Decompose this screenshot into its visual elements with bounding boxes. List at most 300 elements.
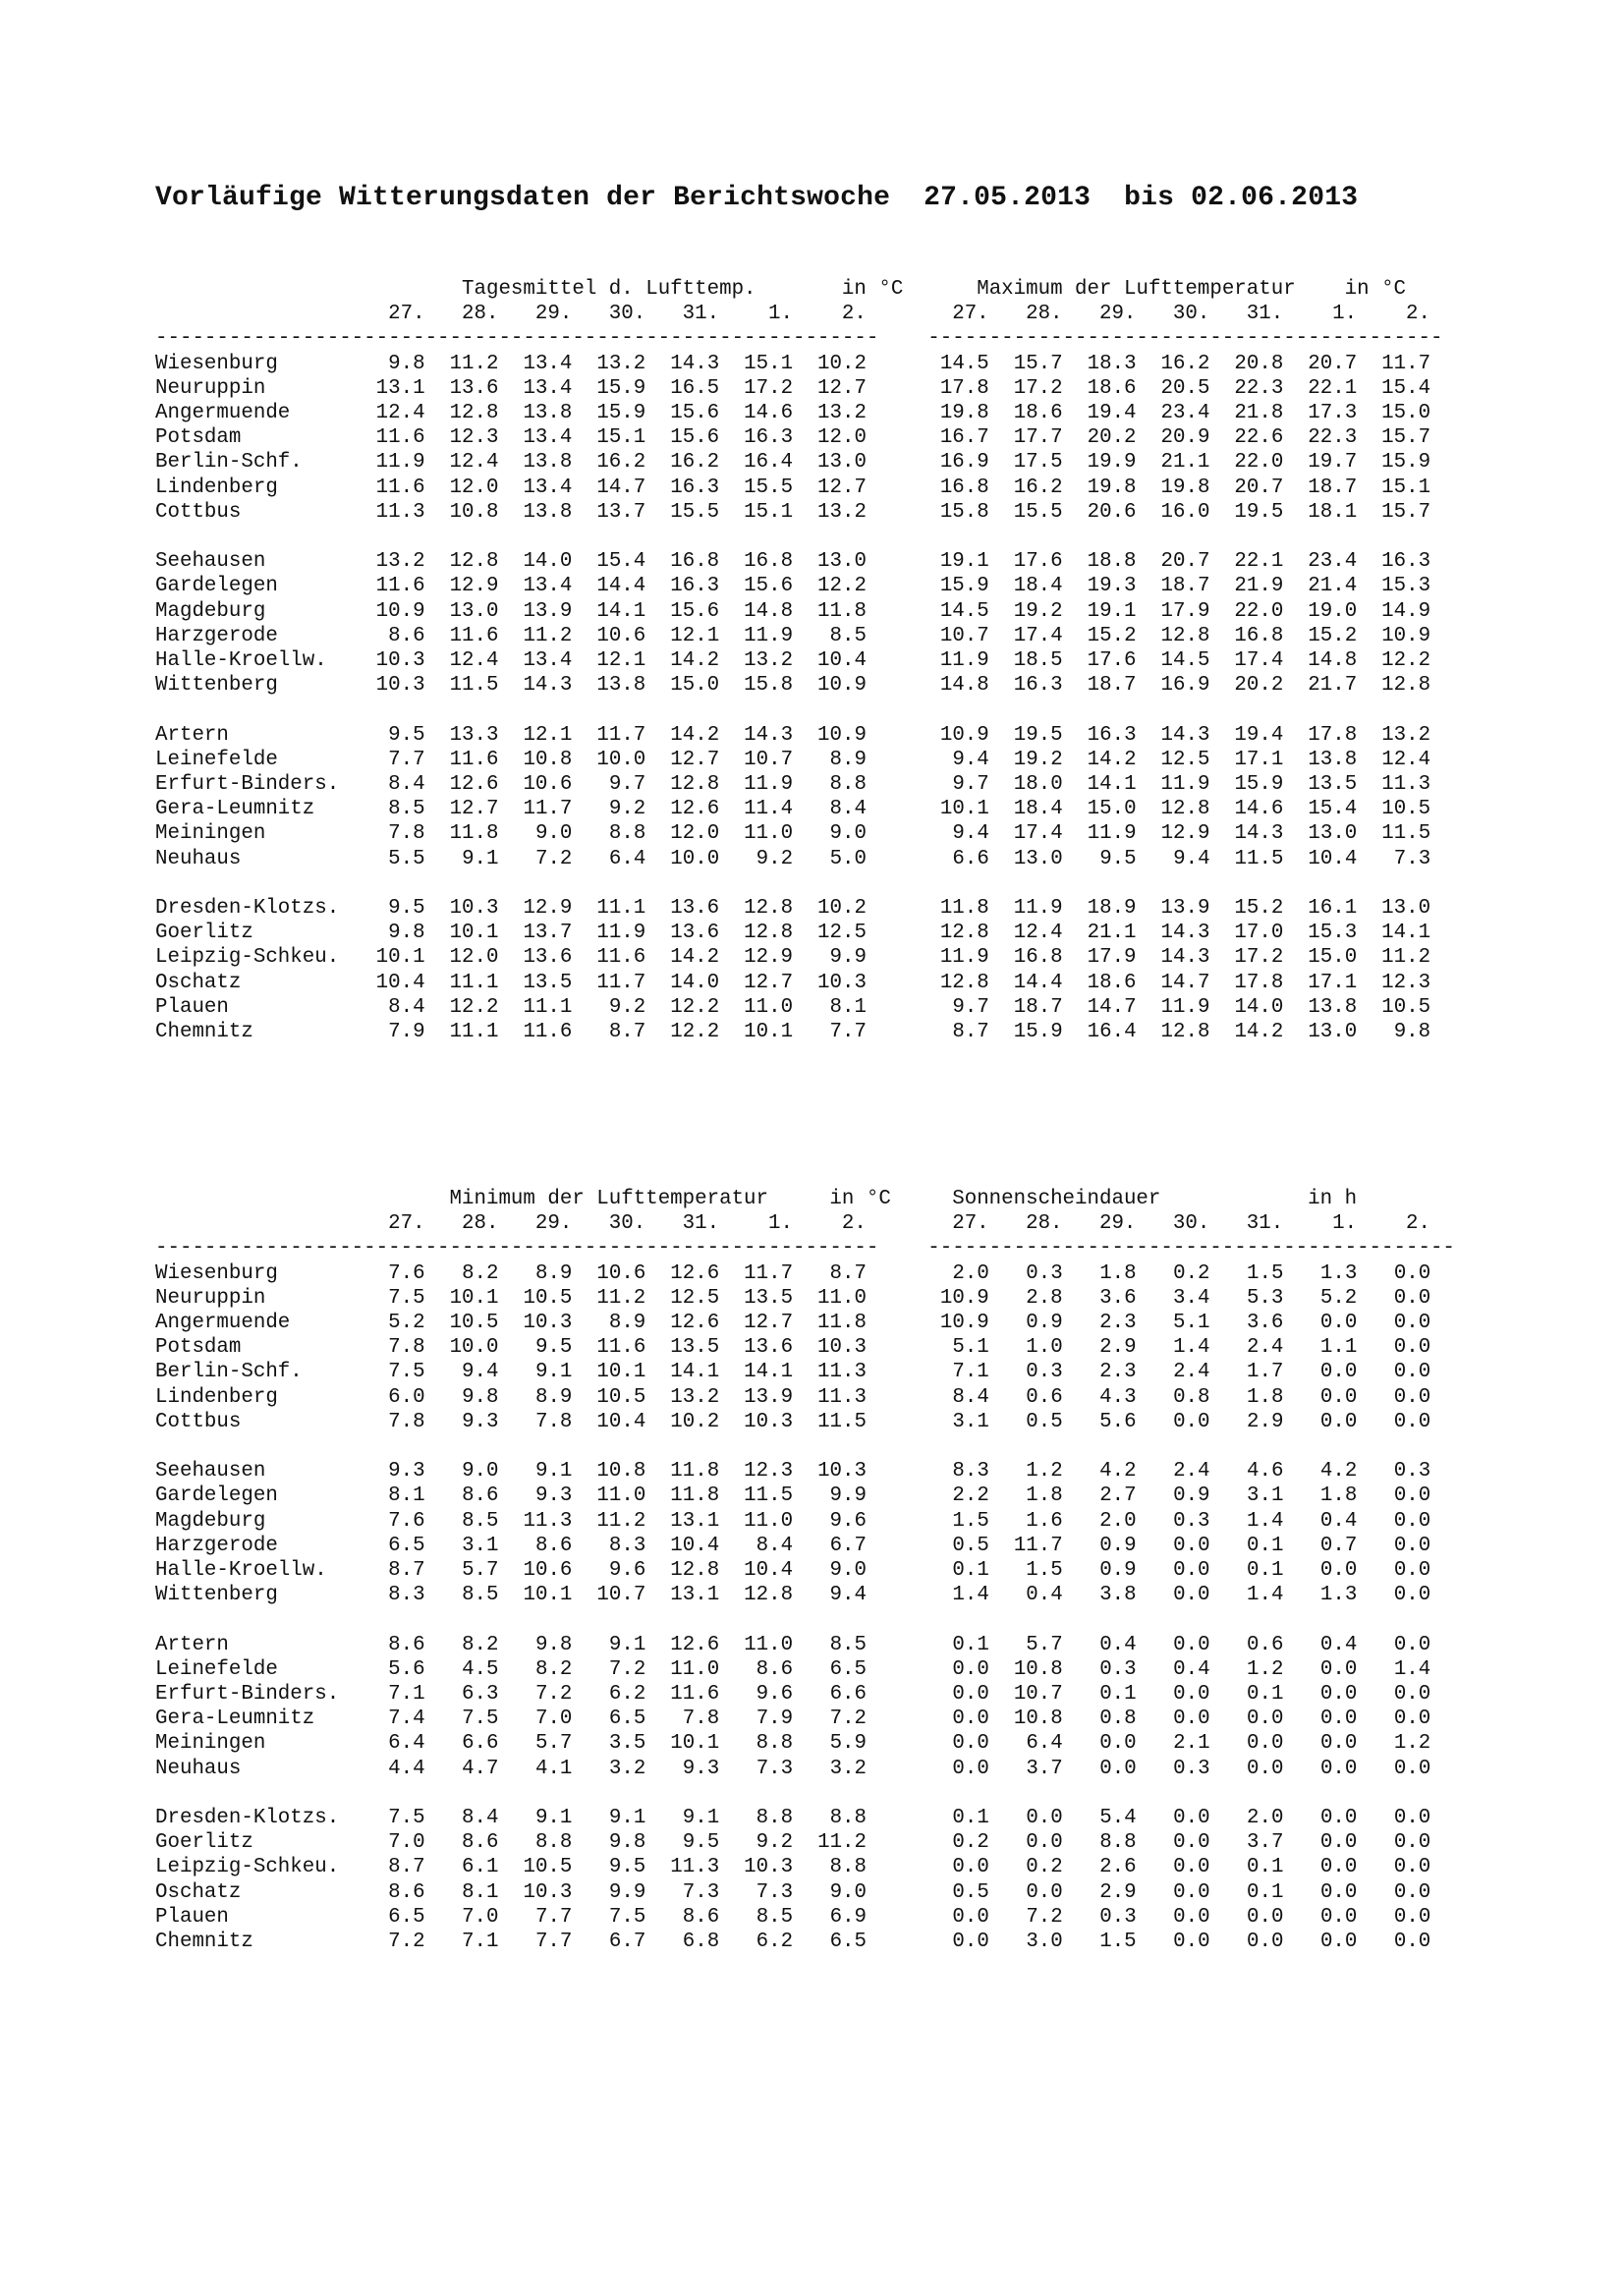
value-cell: 0.0 xyxy=(1393,1534,1431,1557)
value-cell: 10.4 xyxy=(817,649,867,673)
value-cell: 12.7 xyxy=(744,1312,794,1335)
value-cell: 1.5 xyxy=(1026,1559,1063,1583)
value-cell: 12.8 xyxy=(744,897,794,921)
value-cell: 16.4 xyxy=(1087,1021,1137,1044)
value-cell: 0.9 xyxy=(1099,1559,1137,1583)
value-cell: 0.5 xyxy=(952,1880,989,1904)
value-cell: 20.5 xyxy=(1160,376,1210,400)
value-cell: 11.1 xyxy=(596,897,646,921)
value-cell: 7.7 xyxy=(534,1931,573,1954)
value-cell: 14.6 xyxy=(744,402,794,425)
value-cell: 20.2 xyxy=(1234,674,1284,698)
value-cell: 5.4 xyxy=(1099,1807,1137,1830)
value-cell: 2.4 xyxy=(1173,1460,1210,1484)
value-cell: 8.8 xyxy=(534,1831,573,1855)
value-cell: 0.9 xyxy=(1099,1534,1137,1557)
station-name: Dresden-Klotzs. xyxy=(155,1807,340,1830)
table-row xyxy=(155,451,1430,474)
value-cell: 9.6 xyxy=(608,1559,646,1583)
value-cell: 22.6 xyxy=(1234,426,1284,450)
value-cell: 19.1 xyxy=(939,550,989,574)
table-row xyxy=(155,1758,1430,1780)
value-cell: 10.5 xyxy=(449,1312,499,1335)
day-header-row: 27. 28. 29. 30. 31. 1. 2. 27. 28. 29. 30. 31. 1. 2. xyxy=(155,303,1430,326)
value-cell: 9.5 xyxy=(608,1856,646,1879)
value-cell: 10.0 xyxy=(596,748,646,771)
value-cell: 14.8 xyxy=(744,599,794,623)
value-cell: 10.5 xyxy=(523,1286,573,1310)
value-cell: 9.6 xyxy=(756,1683,794,1707)
value-cell: 15.6 xyxy=(670,599,720,623)
value-cell: 10.6 xyxy=(523,1559,573,1583)
station-name: Goerlitz xyxy=(155,1831,253,1855)
value-cell: 16.2 xyxy=(596,451,646,475)
value-cell: 11.6 xyxy=(523,1021,573,1044)
value-cell: 14.7 xyxy=(596,476,646,499)
table-row xyxy=(155,1262,1430,1285)
value-cell: 22.1 xyxy=(1308,376,1358,400)
value-cell: 16.3 xyxy=(1381,550,1431,574)
value-cell: 6.9 xyxy=(829,1905,868,1929)
station-name: Leipzig-Schkeu. xyxy=(155,1856,340,1879)
value-cell: 13.6 xyxy=(670,922,720,945)
value-cell: 18.7 xyxy=(1308,476,1358,499)
value-cell: 6.7 xyxy=(608,1931,646,1954)
value-cell: 7.1 xyxy=(952,1361,989,1384)
value-cell: 1.5 xyxy=(952,1509,989,1533)
value-cell: 11.3 xyxy=(670,1856,720,1879)
value-cell: 12.0 xyxy=(670,822,720,846)
value-cell: 5.1 xyxy=(1173,1312,1210,1335)
value-cell: 10.7 xyxy=(744,748,794,771)
value-cell: 9.7 xyxy=(608,773,646,797)
value-cell: 13.3 xyxy=(449,723,499,747)
value-cell: 8.9 xyxy=(608,1312,646,1335)
value-cell: 15.6 xyxy=(744,575,794,598)
table-row xyxy=(155,600,1430,623)
value-cell: 10.1 xyxy=(375,946,425,970)
table-row xyxy=(155,674,1430,697)
value-cell: 14.3 xyxy=(523,674,573,698)
value-cell: 12.8 xyxy=(744,922,794,945)
station-name: Erfurt-Binders. xyxy=(155,1683,340,1707)
value-cell: 4.7 xyxy=(462,1757,499,1780)
value-cell: 11.2 xyxy=(1381,946,1431,970)
value-cell: 2.6 xyxy=(1099,1856,1137,1879)
station-name: Potsdam xyxy=(155,426,242,450)
value-cell: 12.6 xyxy=(449,773,499,797)
value-cell: 4.2 xyxy=(1319,1460,1358,1484)
value-cell: 11.2 xyxy=(449,352,499,375)
value-cell: 0.5 xyxy=(952,1534,989,1557)
value-cell: 11.3 xyxy=(817,1361,867,1384)
value-cell: 15.3 xyxy=(1308,922,1358,945)
value-cell: 15.2 xyxy=(1234,897,1284,921)
value-cell: 10.4 xyxy=(744,1559,794,1583)
value-cell: 7.7 xyxy=(534,1905,573,1929)
value-cell: 8.6 xyxy=(388,1880,425,1904)
value-cell: 0.0 xyxy=(1099,1732,1137,1756)
right-header-label: Sonnenscheindauer xyxy=(952,1188,1161,1210)
station-name: Meiningen xyxy=(155,822,266,846)
value-cell: 7.1 xyxy=(462,1931,499,1954)
value-cell: 6.3 xyxy=(462,1683,499,1707)
value-cell: 16.8 xyxy=(1013,946,1063,970)
value-cell: 13.9 xyxy=(744,1385,794,1409)
value-cell: 1.5 xyxy=(1247,1261,1284,1285)
value-cell: 2.7 xyxy=(1099,1484,1137,1508)
value-cell: 17.4 xyxy=(1234,649,1284,673)
value-cell: 7.2 xyxy=(534,1683,573,1707)
value-cell: 0.0 xyxy=(1173,1931,1210,1954)
table-row xyxy=(155,1584,1430,1606)
value-cell: 7.6 xyxy=(388,1261,425,1285)
value-cell: 13.0 xyxy=(817,550,867,574)
value-cell: 7.4 xyxy=(388,1708,425,1731)
value-cell: 10.8 xyxy=(1013,1708,1063,1731)
value-cell: 11.8 xyxy=(670,1460,720,1484)
value-cell: 15.4 xyxy=(1308,798,1358,821)
value-cell: 12.8 xyxy=(1160,1021,1210,1044)
value-cell: 15.8 xyxy=(939,500,989,524)
value-cell: 19.9 xyxy=(1087,451,1137,475)
station-name: Lindenberg xyxy=(155,1385,278,1409)
value-cell: 9.5 xyxy=(1099,847,1137,870)
value-cell: 13.8 xyxy=(1308,748,1358,771)
value-cell: 8.7 xyxy=(829,1261,867,1285)
table-row xyxy=(155,426,1430,449)
table-text xyxy=(155,1187,1455,1954)
table-row xyxy=(155,1510,1430,1533)
table-row xyxy=(155,575,1430,597)
value-cell: 14.5 xyxy=(1160,649,1210,673)
value-cell: 10.3 xyxy=(375,674,425,698)
value-cell: 10.1 xyxy=(523,1584,573,1607)
station-name: Oschatz xyxy=(155,1880,242,1904)
value-cell: 8.5 xyxy=(829,624,867,647)
value-cell: 18.4 xyxy=(1013,798,1063,821)
value-cell: 1.4 xyxy=(1246,1509,1284,1533)
value-cell: 12.3 xyxy=(744,1460,794,1484)
value-cell: 17.8 xyxy=(939,376,989,400)
station-name: Plauen xyxy=(155,1905,229,1929)
value-cell: 2.3 xyxy=(1099,1361,1137,1384)
value-cell: 16.3 xyxy=(1087,723,1137,747)
value-cell: 18.4 xyxy=(1013,575,1063,598)
value-cell: 7.8 xyxy=(388,1336,425,1360)
value-cell: 14.0 xyxy=(1234,995,1284,1019)
value-cell: 11.9 xyxy=(744,773,794,797)
value-cell: 0.1 xyxy=(1247,1683,1284,1707)
right-header-unit: in °C xyxy=(1344,278,1407,301)
value-cell: 9.9 xyxy=(608,1880,646,1904)
value-cell: 11.6 xyxy=(375,426,425,450)
value-cell: 9.4 xyxy=(829,1584,867,1607)
value-cell: 12.7 xyxy=(817,476,867,499)
value-cell: 2.4 xyxy=(1173,1361,1210,1384)
value-cell: 14.2 xyxy=(670,649,720,673)
value-cell: 0.0 xyxy=(1319,1312,1358,1335)
value-cell: 23.4 xyxy=(1308,550,1358,574)
value-cell: 16.2 xyxy=(670,451,720,475)
value-cell: 17.4 xyxy=(1013,822,1063,846)
value-cell: 8.1 xyxy=(829,995,867,1019)
value-cell: 0.0 xyxy=(1319,1757,1358,1780)
value-cell: 21.1 xyxy=(1087,922,1137,945)
value-cell: 16.8 xyxy=(744,550,794,574)
value-cell: 15.2 xyxy=(1308,624,1358,647)
station-name: Plauen xyxy=(155,995,229,1019)
table-row xyxy=(155,1634,1430,1656)
value-cell: 8.7 xyxy=(608,1021,646,1044)
value-cell: 12.8 xyxy=(1160,798,1210,821)
value-cell: 13.2 xyxy=(817,402,867,425)
value-cell: 13.0 xyxy=(1381,897,1431,921)
value-cell: 9.8 xyxy=(1393,1021,1431,1044)
value-cell: 1.5 xyxy=(1099,1931,1137,1954)
table-row xyxy=(155,1658,1430,1681)
value-cell: 8.5 xyxy=(388,798,425,821)
value-cell: 1.1 xyxy=(1319,1336,1358,1360)
station-name: Erfurt-Binders. xyxy=(155,773,340,797)
station-name: Cottbus xyxy=(155,500,242,524)
value-cell: 12.8 xyxy=(744,1584,794,1607)
value-cell: 4.5 xyxy=(462,1657,499,1681)
station-name: Artern xyxy=(155,723,229,747)
value-cell: 15.9 xyxy=(1013,1021,1063,1044)
table-row xyxy=(155,1535,1430,1557)
value-cell: 0.3 xyxy=(1026,1261,1063,1285)
value-cell: 12.1 xyxy=(670,624,720,647)
value-cell: 13.8 xyxy=(523,500,573,524)
station-name: Halle-Kroellw. xyxy=(155,649,327,673)
value-cell: 0.2 xyxy=(1173,1261,1210,1285)
value-cell: 10.1 xyxy=(939,798,989,821)
value-cell: 11.1 xyxy=(523,995,573,1019)
table-row xyxy=(155,1559,1430,1582)
value-cell: 1.8 xyxy=(1319,1484,1358,1508)
value-cell: 13.4 xyxy=(523,649,573,673)
value-cell: 0.0 xyxy=(1393,1831,1431,1855)
value-cell: 8.4 xyxy=(952,1385,989,1409)
value-cell: 15.0 xyxy=(1381,402,1431,425)
value-cell: 10.5 xyxy=(1381,995,1431,1019)
value-cell: 5.2 xyxy=(1319,1286,1358,1310)
table-row xyxy=(155,501,1430,524)
value-cell: 8.9 xyxy=(829,748,867,771)
value-cell: 14.1 xyxy=(1381,922,1431,945)
table-row xyxy=(155,773,1430,796)
value-cell: 15.0 xyxy=(1087,798,1137,821)
value-cell: 10.0 xyxy=(670,847,720,870)
value-cell: 0.0 xyxy=(1247,1732,1284,1756)
value-cell: 0.0 xyxy=(1319,1831,1358,1855)
value-cell: 0.0 xyxy=(1319,1807,1358,1830)
value-cell: 12.1 xyxy=(523,723,573,747)
value-cell: 0.1 xyxy=(1246,1856,1284,1879)
value-cell: 12.6 xyxy=(670,1633,720,1656)
value-cell: 0.0 xyxy=(1393,1584,1431,1607)
value-cell: 11.3 xyxy=(817,1385,867,1409)
value-cell: 16.0 xyxy=(1160,500,1210,524)
value-cell: 11.9 xyxy=(939,946,989,970)
value-cell: 4.2 xyxy=(1099,1460,1137,1484)
value-cell: 11.3 xyxy=(523,1509,573,1533)
value-cell: 12.2 xyxy=(670,1021,720,1044)
value-cell: 18.5 xyxy=(1013,649,1063,673)
value-cell: 13.9 xyxy=(1160,897,1210,921)
value-cell: 14.3 xyxy=(1160,946,1210,970)
value-cell: 21.9 xyxy=(1234,575,1284,598)
value-cell: 8.4 xyxy=(388,773,425,797)
value-cell: 8.6 xyxy=(534,1534,573,1557)
value-cell: 13.2 xyxy=(1381,723,1431,747)
value-cell: 12.8 xyxy=(670,773,720,797)
value-cell: 11.6 xyxy=(670,1683,720,1707)
value-cell: 0.0 xyxy=(952,1657,989,1681)
station-name: Gardelegen xyxy=(155,575,278,598)
table-row xyxy=(155,625,1430,647)
value-cell: 11.1 xyxy=(449,971,499,994)
value-cell: 11.9 xyxy=(375,451,425,475)
value-cell: 6.4 xyxy=(388,1732,425,1756)
value-cell: 8.3 xyxy=(388,1584,425,1607)
value-cell: 0.9 xyxy=(1173,1484,1210,1508)
value-cell: 0.0 xyxy=(1319,1880,1358,1904)
table-row xyxy=(155,1411,1430,1433)
value-cell: 2.3 xyxy=(1099,1312,1137,1335)
value-cell: 0.4 xyxy=(1026,1584,1063,1607)
value-cell: 11.2 xyxy=(596,1509,646,1533)
table-row xyxy=(155,1312,1430,1334)
value-cell: 11.2 xyxy=(596,1286,646,1310)
value-cell: 15.5 xyxy=(670,500,720,524)
value-cell: 11.8 xyxy=(670,1484,720,1508)
value-cell: 8.2 xyxy=(534,1657,573,1681)
value-cell: 4.3 xyxy=(1099,1385,1137,1409)
value-cell: 16.2 xyxy=(1013,476,1063,499)
station-name: Gera-Leumnitz xyxy=(155,1708,315,1731)
value-cell: 0.0 xyxy=(1173,1534,1210,1557)
value-cell: 0.0 xyxy=(1393,1559,1431,1583)
value-cell: 11.8 xyxy=(939,897,989,921)
value-cell: 14.2 xyxy=(670,723,720,747)
value-cell: 9.0 xyxy=(534,822,573,846)
value-cell: 0.0 xyxy=(1319,1657,1358,1681)
value-cell: 13.5 xyxy=(523,971,573,994)
value-cell: 0.1 xyxy=(1247,1880,1284,1904)
value-cell: 16.8 xyxy=(939,476,989,499)
value-cell: 0.6 xyxy=(1026,1385,1063,1409)
value-cell: 12.4 xyxy=(449,649,499,673)
value-cell: 0.5 xyxy=(1026,1410,1063,1433)
value-cell: 13.8 xyxy=(596,674,646,698)
value-cell: 15.9 xyxy=(596,402,646,425)
value-cell: 9.0 xyxy=(462,1460,499,1484)
value-cell: 13.7 xyxy=(596,500,646,524)
value-cell: 7.3 xyxy=(1393,847,1431,870)
value-cell: 8.5 xyxy=(462,1509,499,1533)
value-cell: 16.9 xyxy=(939,451,989,475)
value-cell: 3.7 xyxy=(1247,1831,1284,1855)
value-cell: 1.2 xyxy=(1026,1460,1063,1484)
value-cell: 9.2 xyxy=(608,798,646,821)
value-cell: 2.9 xyxy=(1246,1410,1284,1433)
value-cell: 10.3 xyxy=(523,1312,573,1335)
value-cell: 21.4 xyxy=(1308,575,1358,598)
value-cell: 0.8 xyxy=(1099,1708,1137,1731)
value-cell: 20.9 xyxy=(1160,426,1210,450)
value-cell: 17.1 xyxy=(1308,971,1358,994)
value-cell: 15.5 xyxy=(744,476,794,499)
value-cell: 10.8 xyxy=(523,748,573,771)
value-cell: 19.8 xyxy=(939,402,989,425)
value-cell: 11.7 xyxy=(1381,352,1431,375)
value-cell: 12.8 xyxy=(449,550,499,574)
value-cell: 2.0 xyxy=(1099,1509,1137,1533)
value-cell: 5.7 xyxy=(462,1559,499,1583)
value-cell: 0.0 xyxy=(952,1757,989,1780)
value-cell: 1.4 xyxy=(952,1584,989,1607)
value-cell: 13.6 xyxy=(449,376,499,400)
value-cell: 12.0 xyxy=(817,426,867,450)
value-cell: 16.9 xyxy=(1160,674,1210,698)
table-row xyxy=(155,1732,1430,1755)
value-cell: 16.5 xyxy=(670,376,720,400)
value-cell: 7.3 xyxy=(756,1757,794,1780)
value-cell: 8.3 xyxy=(952,1460,989,1484)
value-cell: 8.8 xyxy=(608,822,646,846)
value-cell: 8.9 xyxy=(534,1261,573,1285)
value-cell: 8.6 xyxy=(756,1657,794,1681)
value-cell: 13.2 xyxy=(817,500,867,524)
value-cell: 9.4 xyxy=(1173,847,1210,870)
value-cell: 9.3 xyxy=(682,1757,720,1780)
value-cell: 19.0 xyxy=(1308,599,1358,623)
value-cell: 19.4 xyxy=(1234,723,1284,747)
value-cell: 3.2 xyxy=(608,1757,646,1780)
value-cell: 9.0 xyxy=(829,822,867,846)
value-cell: 0.3 xyxy=(1173,1509,1210,1533)
station-name: Magdeburg xyxy=(155,1509,266,1533)
value-cell: 7.1 xyxy=(388,1683,425,1707)
value-cell: 12.0 xyxy=(449,946,499,970)
value-cell: 14.3 xyxy=(744,723,794,747)
value-cell: 7.7 xyxy=(829,1021,867,1044)
value-cell: 10.9 xyxy=(1381,624,1431,647)
value-cell: 7.0 xyxy=(388,1831,425,1855)
value-cell: 8.1 xyxy=(462,1880,499,1904)
value-cell: 0.0 xyxy=(1319,1361,1358,1384)
value-cell: 11.6 xyxy=(375,476,425,499)
value-cell: 1.8 xyxy=(1026,1484,1063,1508)
value-cell: 10.9 xyxy=(939,1286,989,1310)
value-cell: 0.0 xyxy=(1393,1410,1431,1433)
value-cell: 10.2 xyxy=(817,897,867,921)
value-cell: 14.2 xyxy=(1234,1021,1284,1044)
value-cell: 7.6 xyxy=(388,1509,425,1533)
value-cell: 0.0 xyxy=(1173,1880,1210,1904)
value-cell: 17.3 xyxy=(1308,402,1358,425)
value-cell: 15.7 xyxy=(1381,426,1431,450)
value-cell: 13.4 xyxy=(523,476,573,499)
table-temperature-min-sunshine xyxy=(155,1187,1455,1954)
value-cell: 12.6 xyxy=(670,1261,720,1285)
value-cell: 15.1 xyxy=(1381,476,1431,499)
value-cell: 12.1 xyxy=(596,649,646,673)
value-cell: 8.4 xyxy=(756,1534,794,1557)
value-cell: 15.1 xyxy=(596,426,646,450)
